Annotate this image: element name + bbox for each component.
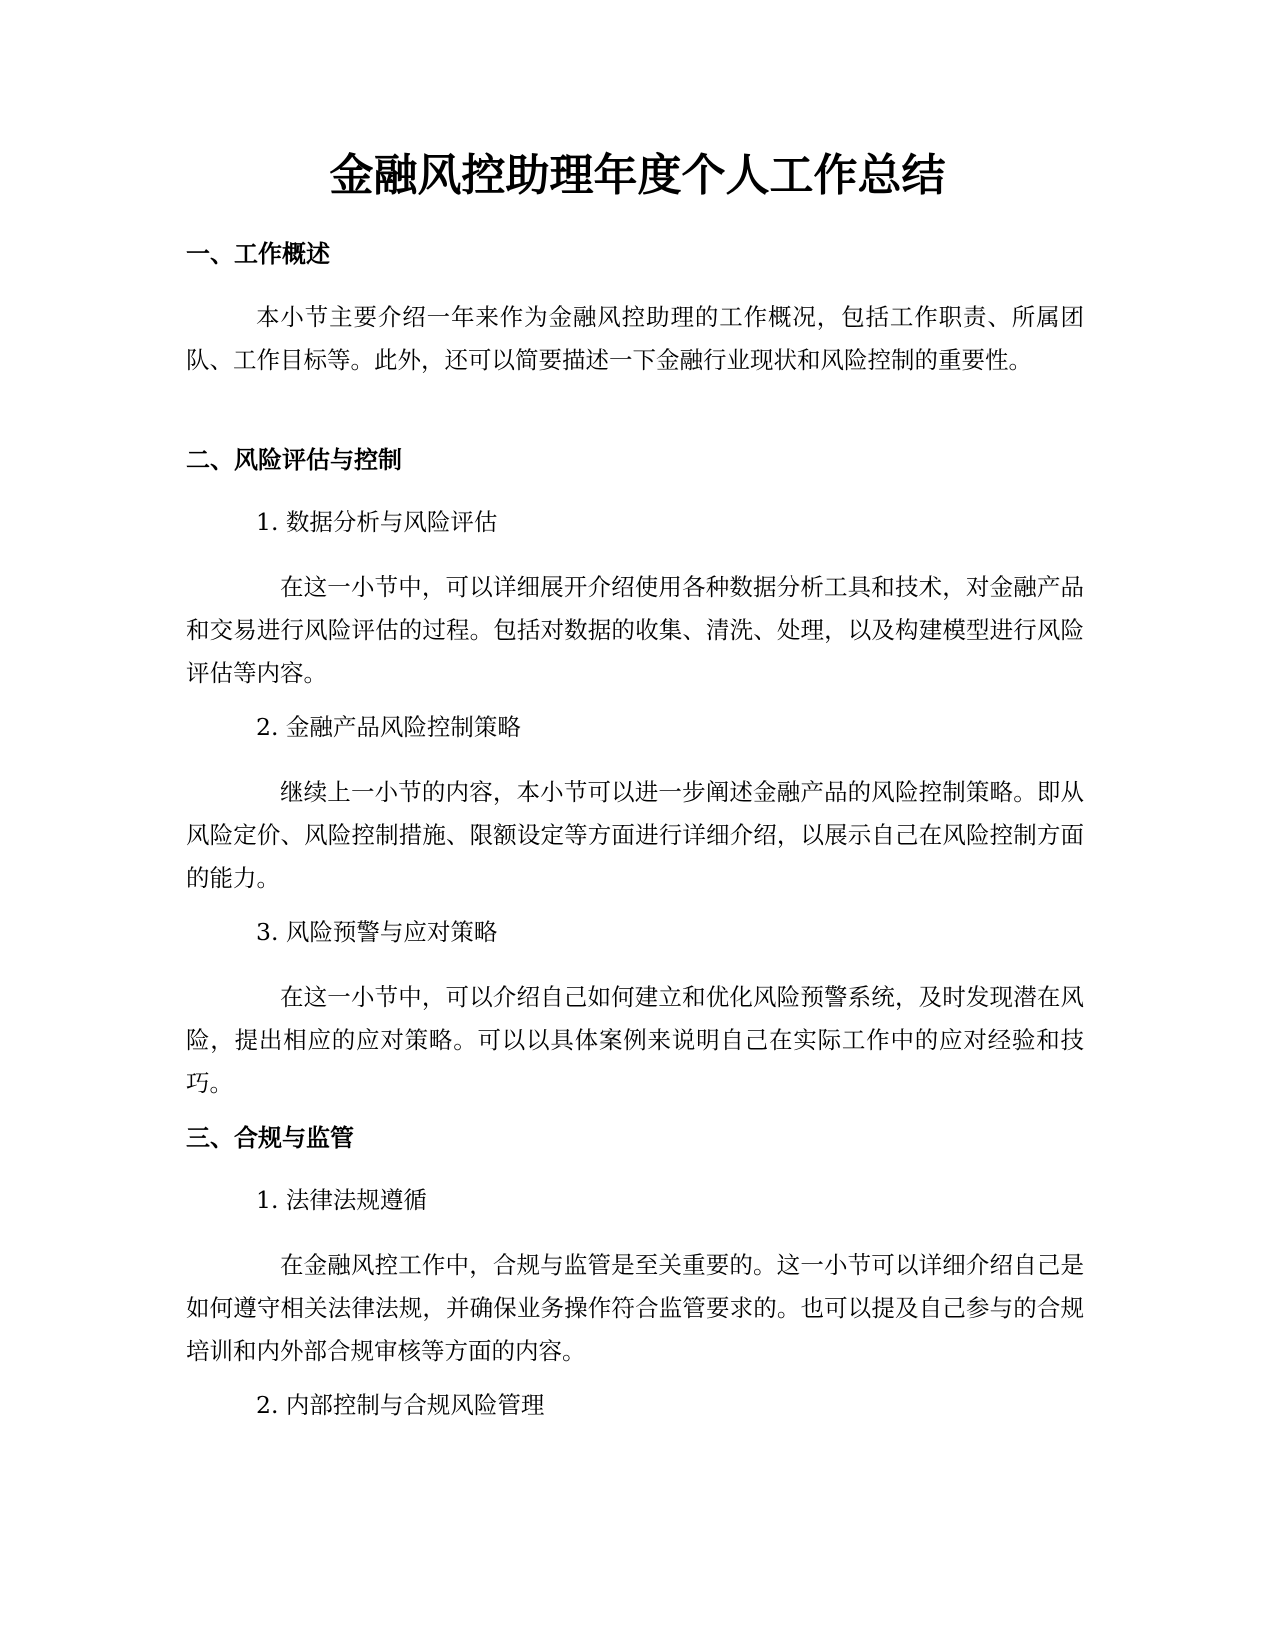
subsection-label-product-control: 2. 金融产品风险控制策略: [256, 713, 521, 741]
section-heading-overview: 一、工作概述: [186, 240, 330, 268]
subsection-paragraph-early-warning: 在这一小节中，可以介绍自己如何建立和优化风险预警系统，及时发现潜在风险，提出相应的应对策略。可以以具体案例来说明自己在实际工作中的应对经验和技巧。: [186, 983, 1084, 1097]
subsection-label-early-warning: 3. 风险预警与应对策略: [256, 918, 498, 946]
subsection-label-data-analysis: 1. 数据分析与风险评估: [256, 508, 498, 536]
subsection-paragraph-data-analysis: 在这一小节中，可以详细展开介绍使用各种数据分析工具和技术，对金融产品和交易进行风险评估的过程。包括对数据的收集、清洗、处理，以及构建模型进行风险评估等内容。: [186, 573, 1084, 687]
subsection-label-regulations: 1. 法律法规遵循: [256, 1186, 427, 1214]
subsection-paragraph-product-control: 继续上一小节的内容，本小节可以进一步阐述金融产品的风险控制策略。即从风险定价、风险控制措施、限额设定等方面进行详细介绍，以展示自己在风险控制方面的能力。: [186, 778, 1084, 892]
subsection-label-internal-control: 2. 内部控制与合规风险管理: [256, 1391, 545, 1419]
document-title: 金融风控助理年度个人工作总结: [329, 150, 946, 201]
section-overview-paragraph: 本小节主要介绍一年来作为金融风控助理的工作概况，包括工作职责、所属团队、工作目标等。此外，还可以简要描述一下金融行业现状和风险控制的重要性。: [186, 303, 1084, 374]
section-heading-compliance: 三、合规与监管: [186, 1124, 354, 1152]
subsection-paragraph-regulations: 在金融风控工作中，合规与监管是至关重要的。这一小节可以详细介绍自己是如何遵守相关法律法规，并确保业务操作符合监管要求的。也可以提及自己参与的合规培训和内外部合规审核等方面的内容。: [186, 1251, 1084, 1365]
section-heading-risk: 二、风险评估与控制: [186, 446, 402, 474]
